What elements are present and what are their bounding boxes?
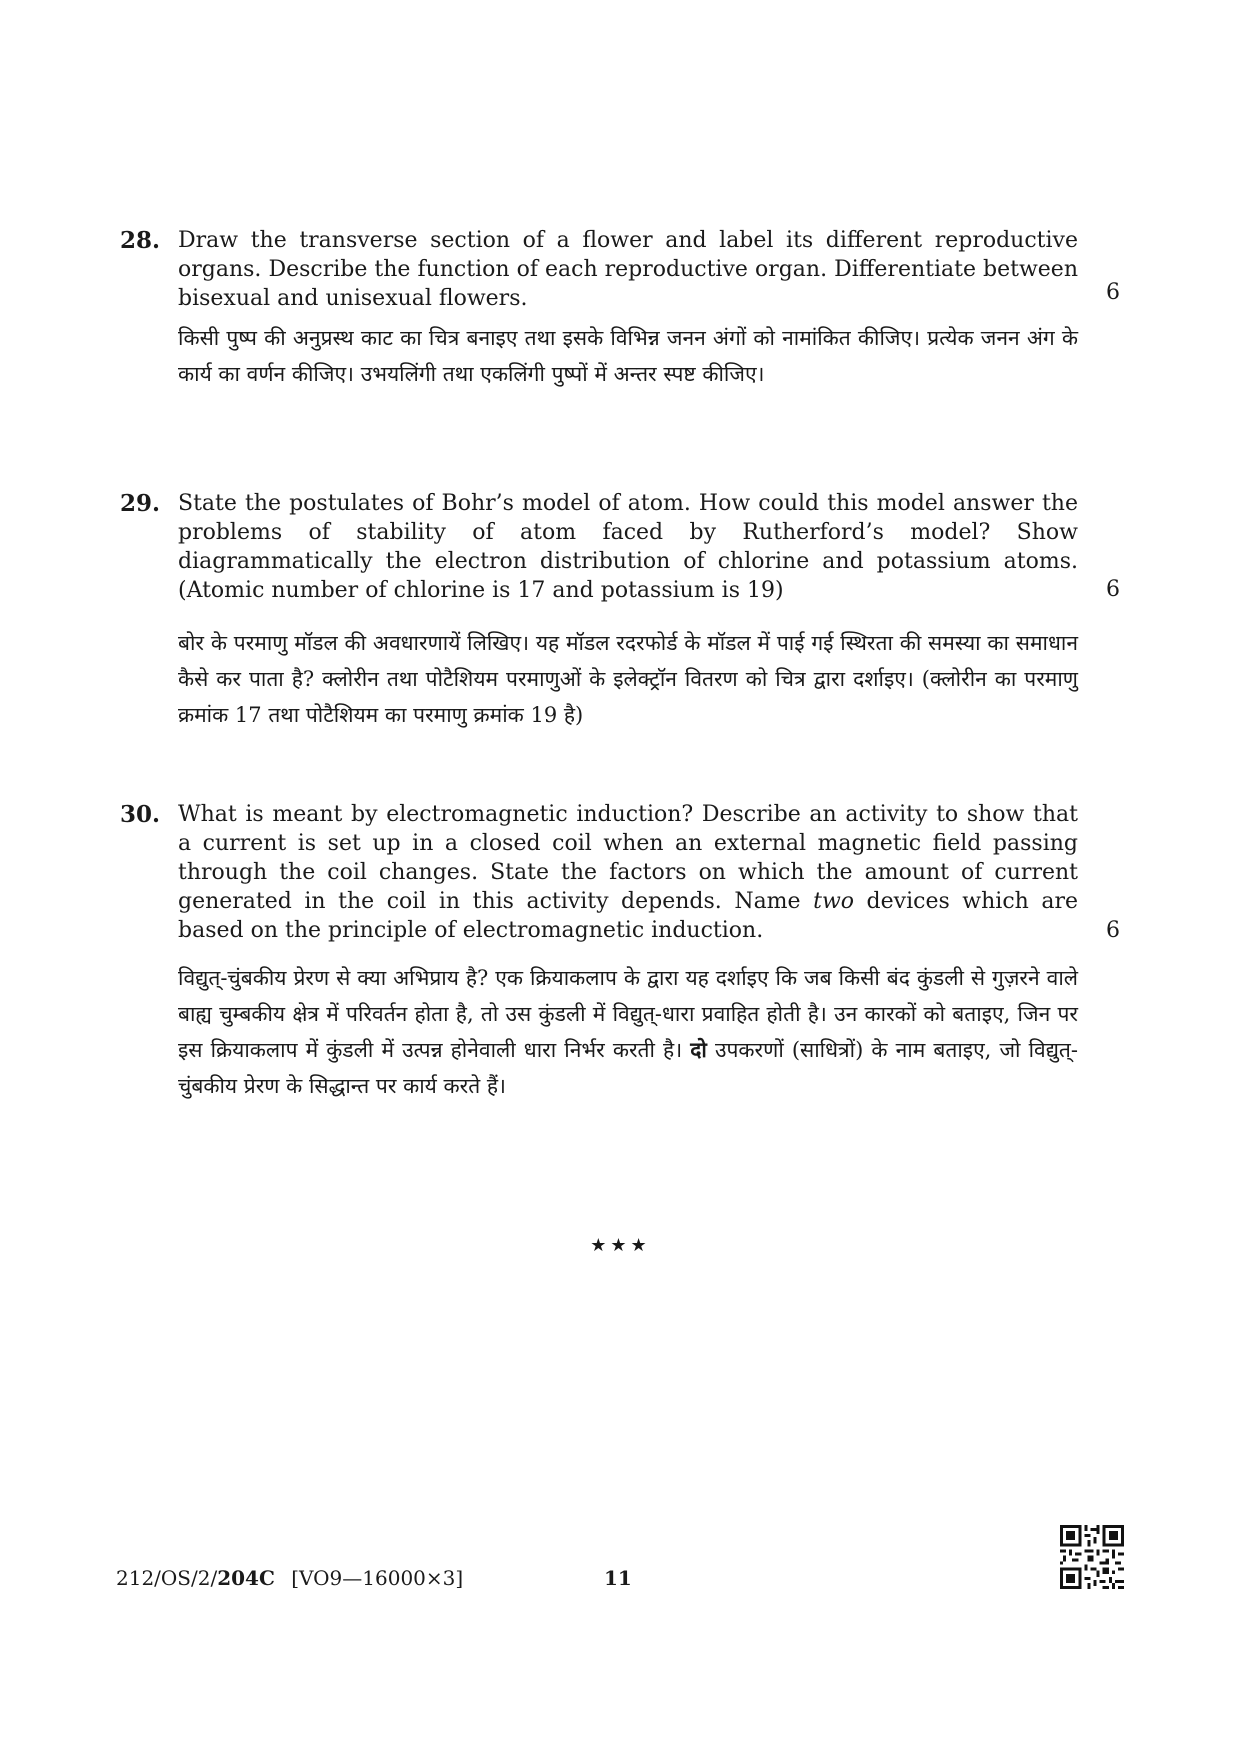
question-marks: 6 bbox=[1106, 918, 1120, 943]
question-text-hindi bbox=[178, 960, 1078, 1104]
question-text-english: State the postulates of Bohr’s model of atom. How could this model answer the problems of stability of atom faced by Rutherford’s model? Show diagrammatically the electron distribution of chlorine and potassium atoms. (Atomic number of chlorine is 17 and potassium is 19) bbox=[178, 491, 1078, 603]
question-number: 28. bbox=[120, 227, 161, 254]
footer-paper-code bbox=[116, 1565, 463, 1591]
question-text-english: Draw the transverse section of a flower and label its different reproductive organs. Describe the function of each reproductive organ. Differentiate between bisexual and unisexual flowers. bbox=[178, 228, 1078, 311]
question-text-hindi: किसी पुष्प की अनुप्रस्थ काट का चित्र बनाइए तथा इसके विभिन्न जनन अंगों को नामांकित कीजिए। प्रत्येक जनन अंग के कार्य का वर्णन कीजिए। उभयलिंगी तथा एकलिंगी पुष्पों में अन्तर स्पष्ट कीजिए। bbox=[178, 326, 1078, 386]
paper-code-prefix: 212/OS/2/ bbox=[116, 1566, 218, 1590]
paper-code-bold: 204C bbox=[217, 1566, 275, 1590]
question-marks: 6 bbox=[1106, 280, 1120, 305]
question-marks: 6 bbox=[1106, 577, 1120, 602]
question-text-part: devices which are based on the principle of electromagnetic induction. bbox=[178, 889, 1079, 943]
question-text-part: विद्युत्-चुंबकीय प्रेरण से क्या अभिप्राय है? एक क्रियाकलाप के द्वारा यह दर्शाइए कि जब किसी बंद कुंडली से गुज़रने वाले बाह्य चुम्बकीय क्षेत्र में परिवर्तन होता है, तो उस कुंडली में विद्युत्-धारा प्रवाहित होती है। उन कारकों को बताइए, जिन पर इस क्रियाकलाप में कुंडली में उत्पन्न होनेवाली धारा निर्भर करती है। bbox=[178, 966, 1078, 1062]
question-text-emphasis: दो bbox=[690, 1037, 707, 1062]
question-number: 30. bbox=[120, 801, 161, 828]
page-number: 11 bbox=[604, 1566, 632, 1590]
print-code: [VO9—16000×3] bbox=[291, 1566, 464, 1590]
question-text-hindi: बोर के परमाणु मॉडल की अवधारणायें लिखिए। यह मॉडल रदरफोर्ड के मॉडल में पाई गई स्थिरता की समस्या का समाधान कैसे कर पाता है? क्लोरीन तथा पोटैशियम परमाणुओं के इलेक्ट्रॉन वितरण को चित्र द्वारा दर्शाइए। (क्लोरीन का परमाणु क्रमांक 17 तथा पोटैशियम का परमाणु क्रमांक 19 है) bbox=[178, 631, 1078, 727]
end-of-paper-marker: ★★★ bbox=[590, 1235, 651, 1256]
question-text-part: उपकरणों (साधित्रों) के नाम बताइए, जो विद्युत्-चुंबकीय प्रेरण के सिद्धान्त पर कार्य करते हैं। bbox=[178, 1038, 1078, 1098]
question-number: 29. bbox=[120, 490, 161, 517]
question-text-part: What is meant by electromagnetic induction? Describe an activity to show that a current is set up in a closed coil when an external magnetic field passing through the coil changes. State the factors on which the amount of current generated in the coil in this activity depends. Name bbox=[178, 802, 1078, 914]
question-text-emphasis: two bbox=[813, 889, 855, 914]
qr-code-icon bbox=[1060, 1525, 1124, 1589]
question-text-english bbox=[178, 800, 1078, 945]
